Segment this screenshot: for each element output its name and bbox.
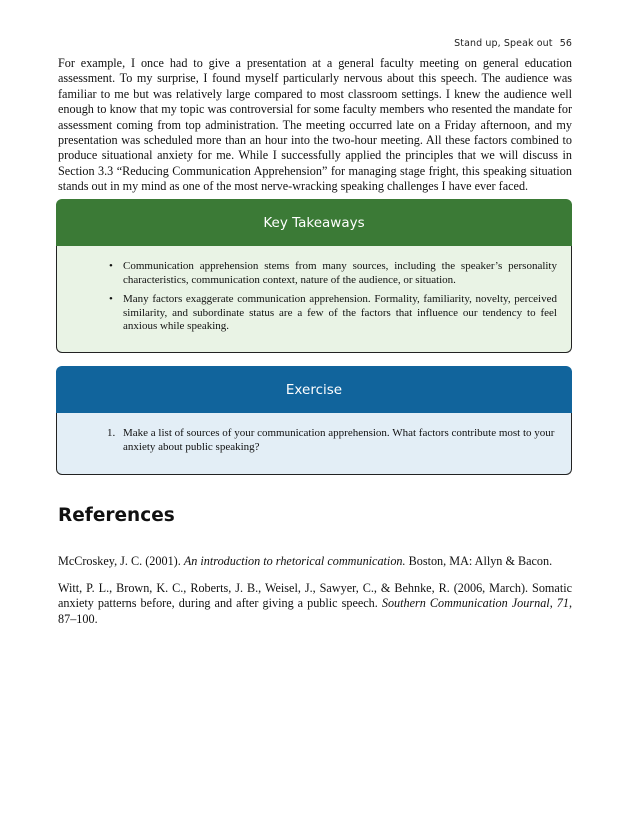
body-paragraph: For example, I once had to give a presentation at a general faculty meeting on general education assessment. To my surprise, I found myself particularly nervous about this speech. The audience was familiar to me but was relatively large compared to most classroom settings. I knew the audience well enough to know that my topic was controversial for some faculty members who resented the mandate for assessment coming from top administration. The meeting occurred late on a Friday afternoon, and my presentation was scheduled more than an hour into the two-hour meeting. All these factors combined to produce situational anxiety for me. While I successfully applied the principles that we will discuss in Section 3.3 “Reducing Communication Apprehension” for managing stage fright, this speaking situation stands out in my mind as one of the most nerve-wracking speaking challenges I have ever faced. [58, 56, 572, 194]
reference-volume: 71 [556, 596, 569, 611]
exercise-text: Make a list of sources of your communication apprehension. What factors contribute most to your anxiety about public speaking? [123, 427, 555, 453]
takeaway-text: Many factors exaggerate communication apprehension. Formality, familiarity, novelty, perceived similarity, and subordinate status are a few of the factors that influence our tendency to feel anxious while speaking. [123, 293, 557, 333]
exercise-list [107, 427, 557, 454]
key-takeaways-body [56, 246, 572, 353]
reference-text: Boston, MA: Allyn & Bacon. [405, 554, 553, 568]
exercise-body [56, 413, 572, 475]
reference-title: An introduction to rhetorical communication. [183, 554, 406, 568]
exercise-title: Exercise [285, 381, 343, 398]
exercise-header [56, 366, 572, 413]
page-number: 56 [559, 38, 572, 49]
key-takeaways-title: Key Takeaways [263, 214, 365, 231]
reference-text: Witt, P. L., Brown, K. C., Roberts, J. B., Weisel, J., Sawyer, C., & Behnke, R. (2006, March). Somatic anxiety patterns before, during and after giving a public speech. [58, 581, 572, 611]
reference-journal: Southern Communication Journal [381, 596, 550, 611]
references-heading: References [58, 505, 175, 526]
reference-text: , 87–100. [58, 596, 572, 626]
exercise-number: 1. [107, 427, 116, 439]
takeaway-text: Communication apprehension stems from many sources, including the speaker’s personality characteristics, communication context, nature of the audience, or situation. [123, 260, 557, 286]
list-item [109, 293, 557, 334]
takeaways-list [109, 260, 557, 334]
reference-text: , [549, 596, 557, 611]
reference-entry [58, 581, 572, 627]
reference-text: McCroskey, J. C. (2001). [58, 554, 184, 568]
bullet-icon: • [109, 293, 113, 306]
reference-entry [58, 554, 572, 569]
bullet-icon: • [109, 260, 113, 272]
key-takeaways-box [56, 199, 572, 354]
list-item [107, 427, 557, 454]
key-takeaways-header [56, 199, 572, 246]
list-item [109, 260, 557, 287]
running-header [454, 38, 572, 49]
book-title: Stand up, Speak out [454, 38, 553, 49]
exercise-box [56, 366, 572, 476]
